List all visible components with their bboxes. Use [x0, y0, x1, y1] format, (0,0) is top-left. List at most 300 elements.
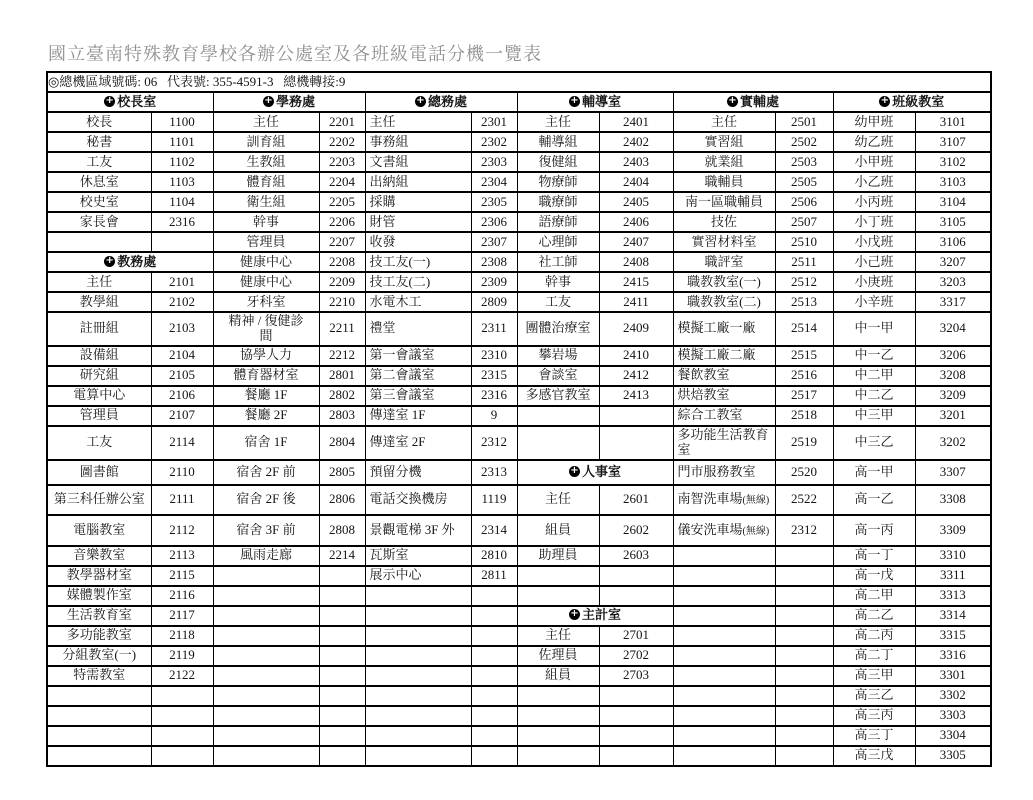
office-name-cell [213, 606, 319, 626]
extension-number-cell: 1100 [151, 112, 213, 132]
office-name-cell: 門市服務教室 [673, 460, 775, 485]
office-name-cell: 團體治療室 [517, 312, 599, 346]
extension-number-cell: 2106 [151, 386, 213, 406]
office-name-cell: 管理員 [213, 232, 319, 252]
extension-number-cell: 2519 [775, 426, 833, 460]
extension-number-cell: 2316 [471, 386, 517, 406]
extension-number-cell: 2601 [599, 485, 673, 515]
extension-number-cell [471, 726, 517, 746]
extension-number-cell: 2408 [599, 252, 673, 272]
office-name-cell: 高一乙 [833, 485, 915, 515]
extension-number-cell: 2808 [319, 515, 365, 546]
office-name-cell: 訓育組 [213, 132, 319, 152]
office-name-cell: 家長會 [47, 212, 151, 232]
extension-number-cell: 3203 [915, 272, 991, 292]
office-name-cell: 休息室 [47, 172, 151, 192]
office-name-cell: 瓦斯室 [365, 546, 471, 566]
extension-number-cell: 2312 [471, 426, 517, 460]
office-name-cell: 輔導組 [517, 132, 599, 152]
table-row [47, 566, 991, 586]
extension-number-cell [319, 666, 365, 686]
extension-number-cell: 2405 [599, 192, 673, 212]
extension-number-cell: 3307 [915, 460, 991, 485]
section-header-accounting [517, 606, 673, 626]
office-name-cell: 校史室 [47, 192, 151, 212]
extension-number-cell: 3206 [915, 346, 991, 366]
office-name-cell: 工友 [517, 292, 599, 312]
office-name-cell: 心理師 [517, 232, 599, 252]
extension-number-cell: 2811 [471, 566, 517, 586]
switchboard-info: ◎總機區域號碼: 06 代表號: 355-4591-3 總機轉接:9 [47, 72, 991, 92]
office-name-cell: 南智洗車場(無線) [673, 485, 775, 515]
office-name-cell: 特需教室 [47, 666, 151, 686]
office-name-cell: 小乙班 [833, 172, 915, 192]
extension-number-cell: 2507 [775, 212, 833, 232]
extension-number-cell [775, 686, 833, 706]
extension-number-cell: 2311 [471, 312, 517, 346]
office-name-cell: 高三戊 [833, 746, 915, 766]
office-name-cell [517, 706, 599, 726]
extension-number-cell: 2501 [775, 112, 833, 132]
office-name-cell: 技工友(一) [365, 252, 471, 272]
extension-number-cell: 2703 [599, 666, 673, 686]
extension-number-cell: 2810 [471, 546, 517, 566]
office-name-cell: 宿舍 2F 前 [213, 460, 319, 485]
extension-number-cell: 2511 [775, 252, 833, 272]
extension-number-cell: 3317 [915, 292, 991, 312]
extension-number-cell: 2306 [471, 212, 517, 232]
office-name-cell: 音樂教室 [47, 546, 151, 566]
office-name-cell: 主任 [213, 112, 319, 132]
extension-number-cell: 2305 [471, 192, 517, 212]
extension-number-cell: 2201 [319, 112, 365, 132]
office-name-cell: 生活教育室 [47, 606, 151, 626]
table-row [47, 406, 991, 426]
extension-number-cell: 9 [471, 406, 517, 426]
office-name-cell: 小甲班 [833, 152, 915, 172]
extension-number-cell: 2202 [319, 132, 365, 152]
office-name-cell: 主任 [517, 626, 599, 646]
office-name-cell: 復健組 [517, 152, 599, 172]
section-icon [104, 256, 115, 267]
section-icon [727, 96, 738, 107]
office-name-cell: 烘焙教室 [673, 386, 775, 406]
office-name-cell [365, 726, 471, 746]
table-row [47, 252, 991, 272]
info-row [47, 72, 991, 92]
extension-number-cell: 2122 [151, 666, 213, 686]
table-row [47, 292, 991, 312]
office-name-cell: 幼甲班 [833, 112, 915, 132]
extension-number-cell: 3202 [915, 426, 991, 460]
extension-number-cell: 2206 [319, 212, 365, 232]
extension-number-cell: 3304 [915, 726, 991, 746]
office-name-cell [673, 746, 775, 766]
office-name-cell: 媒體製作室 [47, 586, 151, 606]
extension-number-cell: 3104 [915, 192, 991, 212]
office-name-cell: 小庚班 [833, 272, 915, 292]
office-name-cell: 高三丙 [833, 706, 915, 726]
extension-number-cell [775, 646, 833, 666]
extension-number-cell: 2209 [319, 272, 365, 292]
extension-number-cell: 3311 [915, 566, 991, 586]
office-name-cell: 宿舍 2F 後 [213, 485, 319, 515]
extension-number-cell: 2112 [151, 515, 213, 546]
table-row [47, 646, 991, 666]
office-name-cell: 管理員 [47, 406, 151, 426]
office-name-cell: 職教教室(二) [673, 292, 775, 312]
section-header-academic-affairs [47, 252, 213, 272]
office-name-cell: 風雨走廊 [213, 546, 319, 566]
office-name-cell: 多功能生活教育室 [673, 426, 775, 460]
section-icon [569, 96, 580, 107]
extension-number-cell: 3315 [915, 626, 991, 646]
office-name-cell [517, 426, 599, 460]
table-row [47, 366, 991, 386]
extension-number-cell: 3105 [915, 212, 991, 232]
extension-number-cell: 2413 [599, 386, 673, 406]
extension-number-cell: 2506 [775, 192, 833, 212]
extension-number-cell: 2407 [599, 232, 673, 252]
extension-number-cell: 3103 [915, 172, 991, 192]
table-row [47, 112, 991, 132]
extension-number-cell [471, 626, 517, 646]
extension-number-cell: 2409 [599, 312, 673, 346]
office-name-cell: 職療師 [517, 192, 599, 212]
extension-number-cell [151, 686, 213, 706]
wireless-note: (無線) [742, 525, 770, 537]
office-name-cell: 電話交換機房 [365, 485, 471, 515]
office-name-cell [517, 726, 599, 746]
office-name-cell: 高一丁 [833, 546, 915, 566]
extension-number-cell: 2304 [471, 172, 517, 192]
office-name-cell: 收發 [365, 232, 471, 252]
office-name-cell: 校長 [47, 112, 151, 132]
extension-number-cell: 2214 [319, 546, 365, 566]
office-name-cell: 南一區職輔員 [673, 192, 775, 212]
extension-number-cell: 2410 [599, 346, 673, 366]
extension-number-cell: 2702 [599, 646, 673, 666]
office-name-cell: 第三會議室 [365, 386, 471, 406]
extension-number-cell: 3305 [915, 746, 991, 766]
office-name-cell [673, 606, 775, 626]
extension-number-cell [151, 726, 213, 746]
office-name-cell [517, 586, 599, 606]
table-row [47, 706, 991, 726]
office-name-cell: 健康中心 [213, 252, 319, 272]
extension-number-cell: 3106 [915, 232, 991, 252]
group-header-counseling [517, 92, 673, 112]
table-row [47, 726, 991, 746]
table-row [47, 485, 991, 515]
section-icon [263, 96, 274, 107]
extension-number-cell [775, 546, 833, 566]
extension-number-cell: 2312 [775, 515, 833, 546]
office-name-cell: 高二甲 [833, 586, 915, 606]
extension-number-cell: 2308 [471, 252, 517, 272]
office-name-cell: 職教教室(一) [673, 272, 775, 292]
table-row [47, 686, 991, 706]
office-name-cell: 傳達室 1F [365, 406, 471, 426]
section-icon [569, 609, 580, 620]
extension-number-cell: 2210 [319, 292, 365, 312]
office-name-cell [673, 726, 775, 746]
extension-number-cell [775, 606, 833, 626]
office-name-cell: 文書組 [365, 152, 471, 172]
extension-number-cell [319, 726, 365, 746]
office-name-cell: 中二甲 [833, 366, 915, 386]
extension-number-cell [319, 646, 365, 666]
extension-number-cell [599, 426, 673, 460]
office-name-cell: 精神 / 復健診間 [213, 312, 319, 346]
extension-number-cell: 2510 [775, 232, 833, 252]
extension-number-cell [319, 746, 365, 766]
extension-number-cell: 2205 [319, 192, 365, 212]
extension-number-cell: 3209 [915, 386, 991, 406]
extension-number-cell [151, 232, 213, 252]
table-row [47, 272, 991, 292]
extension-number-cell [319, 706, 365, 726]
section-icon [415, 96, 426, 107]
office-name-cell [365, 706, 471, 726]
extension-number-cell [319, 586, 365, 606]
extension-number-cell: 2119 [151, 646, 213, 666]
extension-number-cell: 2203 [319, 152, 365, 172]
table-row [47, 546, 991, 566]
office-name-cell [517, 566, 599, 586]
extension-number-cell [775, 726, 833, 746]
office-name-cell: 事務組 [365, 132, 471, 152]
extension-number-cell: 2503 [775, 152, 833, 172]
office-name-cell: 第三科任辦公室 [47, 485, 151, 515]
office-name-cell [365, 686, 471, 706]
office-name-cell [213, 686, 319, 706]
extension-number-cell: 2515 [775, 346, 833, 366]
extension-number-cell: 2110 [151, 460, 213, 485]
extension-number-cell: 2310 [471, 346, 517, 366]
extension-number-cell: 3208 [915, 366, 991, 386]
extension-number-cell: 2401 [599, 112, 673, 132]
extension-number-cell [151, 706, 213, 726]
office-name-cell [213, 706, 319, 726]
office-name-cell [673, 666, 775, 686]
extension-number-cell: 2701 [599, 626, 673, 646]
extension-number-cell: 3310 [915, 546, 991, 566]
office-name-cell [365, 746, 471, 766]
table-row [47, 586, 991, 606]
extension-number-cell: 2516 [775, 366, 833, 386]
office-name-cell [365, 626, 471, 646]
extension-number-cell [599, 706, 673, 726]
office-name-cell: 佐理員 [517, 646, 599, 666]
extension-number-cell: 1119 [471, 485, 517, 515]
extension-number-cell: 2518 [775, 406, 833, 426]
office-name-cell [47, 726, 151, 746]
office-name-cell [517, 686, 599, 706]
extension-number-cell: 2111 [151, 485, 213, 515]
group-header-principal-office [47, 92, 213, 112]
extension-number-cell: 2411 [599, 292, 673, 312]
extension-number-cell: 2801 [319, 366, 365, 386]
table-row [47, 626, 991, 646]
directory-sheet [46, 40, 987, 767]
office-name-cell: 教學組 [47, 292, 151, 312]
office-name-cell: 生教組 [213, 152, 319, 172]
table-row [47, 386, 991, 406]
office-name-cell: 中一甲 [833, 312, 915, 346]
office-name-cell: 中三乙 [833, 426, 915, 460]
office-name-cell: 幼乙班 [833, 132, 915, 152]
office-name-cell: 高三甲 [833, 666, 915, 686]
extension-number-cell: 2211 [319, 312, 365, 346]
extension-number-cell [471, 586, 517, 606]
table-row [47, 232, 991, 252]
office-name-cell [47, 686, 151, 706]
office-name-cell: 水電木工 [365, 292, 471, 312]
extension-number-cell [775, 626, 833, 646]
office-name-cell: 景觀電梯 3F 外 [365, 515, 471, 546]
extension-number-cell: 3309 [915, 515, 991, 546]
extension-number-cell: 2103 [151, 312, 213, 346]
office-name-cell [47, 706, 151, 726]
office-name-cell [673, 646, 775, 666]
extension-number-cell: 2315 [471, 366, 517, 386]
office-name-cell: 社工師 [517, 252, 599, 272]
extension-number-cell: 2107 [151, 406, 213, 426]
office-name-cell: 工友 [47, 152, 151, 172]
extension-number-cell: 2514 [775, 312, 833, 346]
extension-number-cell [471, 606, 517, 626]
table-row [47, 172, 991, 192]
office-name-cell: 高一甲 [833, 460, 915, 485]
office-name-cell: 牙科室 [213, 292, 319, 312]
extension-number-cell [471, 686, 517, 706]
extension-number-cell: 2208 [319, 252, 365, 272]
office-name-cell: 中一乙 [833, 346, 915, 366]
section-icon [104, 96, 115, 107]
extension-number-cell: 2806 [319, 485, 365, 515]
extension-number-cell: 2307 [471, 232, 517, 252]
office-name-cell: 餐廳 2F [213, 406, 319, 426]
office-name-cell: 設備組 [47, 346, 151, 366]
extension-number-cell [599, 406, 673, 426]
extension-number-cell: 1101 [151, 132, 213, 152]
extension-number-cell: 2804 [319, 426, 365, 460]
office-name-cell: 小丁班 [833, 212, 915, 232]
extension-number-cell [471, 746, 517, 766]
group-header-label: 輔導室 [581, 93, 621, 109]
office-name-cell: 高一丙 [833, 515, 915, 546]
extension-number-cell: 2520 [775, 460, 833, 485]
office-name-cell [213, 726, 319, 746]
extension-number-cell: 2116 [151, 586, 213, 606]
office-name-cell: 會談室 [517, 366, 599, 386]
extension-number-cell: 1104 [151, 192, 213, 212]
section-header-label: 人事室 [581, 463, 621, 479]
office-name-cell: 高二丁 [833, 646, 915, 666]
office-name-cell: 高二丙 [833, 626, 915, 646]
office-name-cell: 體育器材室 [213, 366, 319, 386]
office-name-cell [673, 686, 775, 706]
extension-number-cell [319, 686, 365, 706]
table-row [47, 666, 991, 686]
office-name-cell [213, 626, 319, 646]
office-name-cell: 小丙班 [833, 192, 915, 212]
office-name-cell: 職輔員 [673, 172, 775, 192]
group-header-label: 校長室 [117, 93, 157, 109]
table-row [47, 606, 991, 626]
extension-number-cell: 3207 [915, 252, 991, 272]
extension-number-cell: 3308 [915, 485, 991, 515]
office-name-cell: 助理員 [517, 546, 599, 566]
office-name-cell: 第二會議室 [365, 366, 471, 386]
office-name-cell: 語療師 [517, 212, 599, 232]
extension-number-cell: 2809 [471, 292, 517, 312]
extension-number-cell: 2204 [319, 172, 365, 192]
office-name-cell: 幹事 [213, 212, 319, 232]
office-name-cell [213, 586, 319, 606]
office-name-cell: 採購 [365, 192, 471, 212]
office-name-cell [673, 566, 775, 586]
office-name-cell [517, 746, 599, 766]
section-header-label: 主計室 [581, 607, 621, 623]
office-name-cell: 高二乙 [833, 606, 915, 626]
extension-number-cell [599, 726, 673, 746]
office-name-cell: 註冊組 [47, 312, 151, 346]
extension-number-cell: 2603 [599, 546, 673, 566]
extension-number-cell: 2104 [151, 346, 213, 366]
extension-number-cell [775, 666, 833, 686]
office-name-cell: 技佐 [673, 212, 775, 232]
office-name-cell: 小戊班 [833, 232, 915, 252]
extension-number-cell: 2517 [775, 386, 833, 406]
office-name-cell: 財管 [365, 212, 471, 232]
extension-number-cell: 2602 [599, 515, 673, 546]
extension-number-cell [775, 586, 833, 606]
extension-number-cell: 3107 [915, 132, 991, 152]
office-name-cell: 圖書館 [47, 460, 151, 485]
extension-number-cell [151, 746, 213, 766]
office-name-cell: 主任 [673, 112, 775, 132]
office-name-cell: 小己班 [833, 252, 915, 272]
extension-number-cell: 3313 [915, 586, 991, 606]
office-name-cell: 中三甲 [833, 406, 915, 426]
office-name-cell: 組員 [517, 515, 599, 546]
extension-number-cell: 2301 [471, 112, 517, 132]
extension-number-cell: 2805 [319, 460, 365, 485]
extension-number-cell [775, 706, 833, 726]
office-name-cell [517, 406, 599, 426]
office-name-cell: 工友 [47, 426, 151, 460]
office-name-cell: 中二乙 [833, 386, 915, 406]
office-name-cell: 主任 [517, 485, 599, 515]
office-name-cell: 電腦教室 [47, 515, 151, 546]
extension-number-cell: 2402 [599, 132, 673, 152]
office-name-cell: 物療師 [517, 172, 599, 192]
office-name-cell [213, 646, 319, 666]
extension-number-cell: 1102 [151, 152, 213, 172]
extension-number-cell [319, 606, 365, 626]
extension-number-cell: 3102 [915, 152, 991, 172]
extension-number-cell: 2512 [775, 272, 833, 292]
extension-number-cell: 2412 [599, 366, 673, 386]
office-name-cell: 技工友(二) [365, 272, 471, 292]
extension-number-cell: 3303 [915, 706, 991, 726]
extension-number-cell: 2113 [151, 546, 213, 566]
office-name-cell: 宿舍 3F 前 [213, 515, 319, 546]
extension-number-cell [319, 626, 365, 646]
group-header-label: 班級教室 [892, 93, 945, 109]
